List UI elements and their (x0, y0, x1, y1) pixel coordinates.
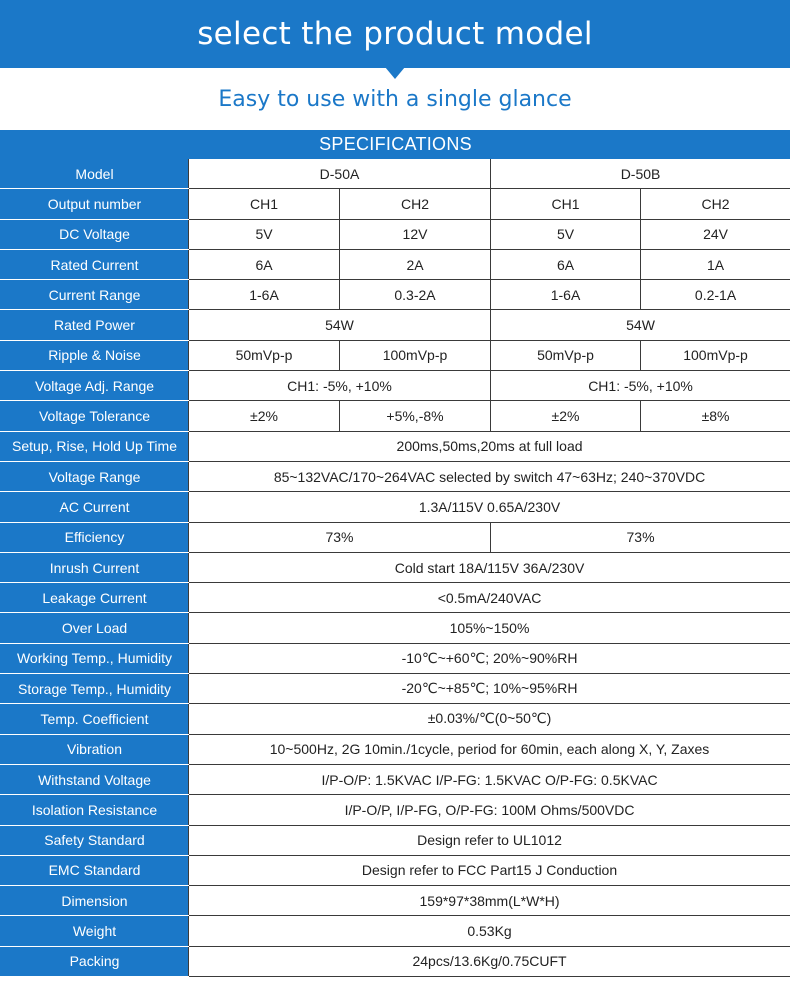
subtitle: Easy to use with a single glance (218, 86, 572, 112)
row-value: 73% (491, 522, 790, 552)
row-value: CH1 (189, 189, 340, 219)
row-value: 100mVp-p (641, 340, 790, 370)
table-row (1, 946, 790, 976)
row-value: CH1: -5%, +10% (189, 371, 491, 401)
row-value: CH1 (491, 189, 641, 219)
row-value: 0.2-1A (641, 280, 790, 310)
table-row (1, 189, 790, 219)
table-row (1, 522, 790, 552)
row-value: CH2 (340, 189, 491, 219)
row-value: 100mVp-p (340, 340, 491, 370)
table-row (1, 219, 790, 249)
row-value: ±2% (491, 401, 641, 431)
row-value: 6A (491, 249, 641, 279)
table-header: SPECIFICATIONS (1, 131, 790, 159)
row-label: DC Voltage (1, 219, 189, 249)
row-label: EMC Standard (1, 855, 189, 885)
table-row (1, 855, 790, 885)
table-row (1, 310, 790, 340)
table-row (1, 643, 790, 673)
table-row (1, 734, 790, 764)
row-value: 85~132VAC/170~264VAC selected by switch 47~63Hz; 240~370VDC (189, 461, 790, 491)
row-label: Isolation Resistance (1, 795, 189, 825)
table-row (1, 583, 790, 613)
row-value: 1-6A (189, 280, 340, 310)
table-row (1, 340, 790, 370)
table-row (1, 492, 790, 522)
row-value: 0.3-2A (340, 280, 491, 310)
row-label: Dimension (1, 886, 189, 916)
table-row (1, 401, 790, 431)
row-value: 5V (189, 219, 340, 249)
row-label: Voltage Range (1, 461, 189, 491)
banner-pointer-icon (385, 67, 405, 79)
specifications-table (0, 130, 790, 977)
row-value: I/P-O/P: 1.5KVAC I/P-FG: 1.5KVAC O/P-FG: 0.5KVAC (189, 764, 790, 794)
row-value: 1-6A (491, 280, 641, 310)
table-row (1, 704, 790, 734)
row-label: Voltage Adj. Range (1, 371, 189, 401)
table-row (1, 280, 790, 310)
row-label: Withstand Voltage (1, 764, 189, 794)
row-value: 105%~150% (189, 613, 790, 643)
row-value: 6A (189, 249, 340, 279)
row-label: Vibration (1, 734, 189, 764)
row-label: Working Temp., Humidity (1, 643, 189, 673)
row-label: Current Range (1, 280, 189, 310)
row-label: Efficiency (1, 522, 189, 552)
table-row (1, 431, 790, 461)
row-value: 54W (491, 310, 790, 340)
table-row (1, 674, 790, 704)
row-value: -20℃~+85℃; 10%~95%RH (189, 674, 790, 704)
row-label: Packing (1, 946, 189, 976)
table-row (1, 249, 790, 279)
table-row (1, 795, 790, 825)
row-value: 0.53Kg (189, 916, 790, 946)
row-value: ±8% (641, 401, 790, 431)
table-row (1, 916, 790, 946)
row-value: 5V (491, 219, 641, 249)
table-row (1, 461, 790, 491)
table-row (1, 613, 790, 643)
row-value: 1.3A/115V 0.65A/230V (189, 492, 790, 522)
table-row (1, 886, 790, 916)
row-label: Voltage Tolerance (1, 401, 189, 431)
row-value: ±2% (189, 401, 340, 431)
row-label: Rated Power (1, 310, 189, 340)
table-row (1, 552, 790, 582)
row-value: 50mVp-p (189, 340, 340, 370)
row-value: 50mVp-p (491, 340, 641, 370)
row-value: 73% (189, 522, 491, 552)
row-value: 10~500Hz, 2G 10min./1cycle, period for 60min, each along X, Y, Zaxes (189, 734, 790, 764)
row-value: Design refer to UL1012 (189, 825, 790, 855)
row-value: CH1: -5%, +10% (491, 371, 790, 401)
row-value: 54W (189, 310, 491, 340)
table-header-row (1, 131, 790, 159)
row-value: D-50A (189, 159, 491, 189)
row-label: Safety Standard (1, 825, 189, 855)
row-value: ±0.03%/℃(0~50℃) (189, 704, 790, 734)
row-value: Design refer to FCC Part15 J Conduction (189, 855, 790, 885)
row-value: 24pcs/13.6Kg/0.75CUFT (189, 946, 790, 976)
row-label: Inrush Current (1, 552, 189, 582)
row-value: 200ms,50ms,20ms at full load (189, 431, 790, 461)
row-label: Ripple & Noise (1, 340, 189, 370)
row-value: CH2 (641, 189, 790, 219)
row-value: <0.5mA/240VAC (189, 583, 790, 613)
row-label: Weight (1, 916, 189, 946)
row-value: -10℃~+60℃; 20%~90%RH (189, 643, 790, 673)
row-label: Leakage Current (1, 583, 189, 613)
table-row (1, 764, 790, 794)
row-value: 159*97*38mm(L*W*H) (189, 886, 790, 916)
row-label: Temp. Coefficient (1, 704, 189, 734)
row-label: Rated Current (1, 249, 189, 279)
row-label: Over Load (1, 613, 189, 643)
header-banner (0, 0, 790, 68)
row-value: I/P-O/P, I/P-FG, O/P-FG: 100M Ohms/500VDC (189, 795, 790, 825)
row-value: 24V (641, 219, 790, 249)
row-value: Cold start 18A/115V 36A/230V (189, 552, 790, 582)
row-value: D-50B (491, 159, 790, 189)
row-label: Model (1, 159, 189, 189)
row-label: AC Current (1, 492, 189, 522)
row-label: Setup, Rise, Hold Up Time (1, 431, 189, 461)
table-row (1, 371, 790, 401)
banner-title: select the product model (197, 16, 593, 52)
row-value: 1A (641, 249, 790, 279)
row-label: Output number (1, 189, 189, 219)
row-value: 2A (340, 249, 491, 279)
table-row (1, 159, 790, 189)
table-row (1, 825, 790, 855)
row-label: Storage Temp., Humidity (1, 674, 189, 704)
row-value: +5%,-8% (340, 401, 491, 431)
row-value: 12V (340, 219, 491, 249)
